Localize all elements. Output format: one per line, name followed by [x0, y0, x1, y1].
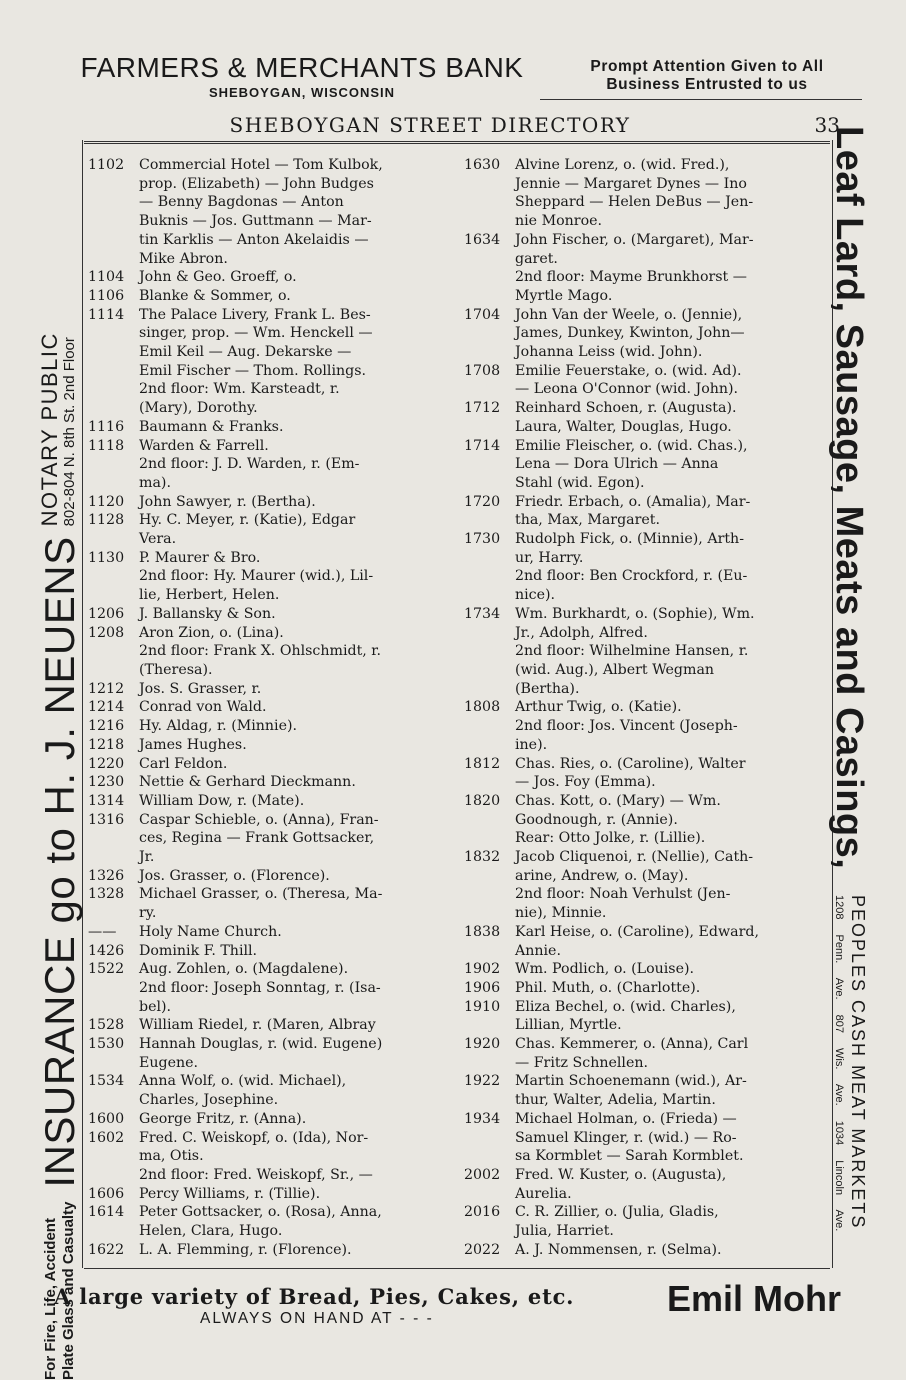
resident-text: William Riedel, r. (Maren, Albray — [139, 1017, 376, 1034]
house-number: 1104 — [88, 269, 125, 286]
directory-entry — [88, 867, 460, 886]
house-number: 1212 — [88, 680, 125, 697]
resident-text: Rudolph Fick, o. (Minnie), Arth- ur, Harry. 2nd floor: Ben Crockford, r. (Eu- nice). — [515, 531, 748, 604]
slogan-underline — [540, 99, 862, 100]
directory-title: SHEBOYGAN STREET DIRECTORY — [229, 113, 631, 137]
directory-entry — [88, 1072, 460, 1109]
resident-text: Emilie Fleischer, o. (wid. Chas.), Lena — Dora Ulrich — Anna Stahl (wid. Egon). — [515, 437, 748, 491]
resident-text: Commercial Hotel — Tom Kulbok, prop. (Elizabeth) — John Budges — Benny Bagdonas — Anton Buknis — Jos. Guttmann — Mar- tin Karklis — Anton Akelaidis — Mike Abron. — [139, 157, 383, 267]
directory-entry — [88, 268, 460, 287]
resident-text: Conrad von Wald. — [139, 699, 267, 716]
house-number: 1906 — [464, 979, 501, 996]
house-number: 1120 — [88, 493, 125, 510]
directory-entry — [464, 998, 828, 1035]
directory-entry — [464, 1166, 828, 1203]
resident-text: John Fischer, o. (Margaret), Mar- garet. 2nd floor: Mayme Brunkhorst — Myrtle Mago. — [515, 231, 754, 304]
directory-entry — [88, 1110, 460, 1129]
notary-line2: 802-804 N. 8th St. 2nd Floor — [61, 337, 78, 527]
resident-text: Wm. Burkhardt, o. (Sophie), Wm. Jr., Adolph, Alfred. 2nd floor: Wilhelmine Hansen, r. (wid. Aug.), Albert Wegman (Bertha). — [515, 605, 755, 697]
directory-entry — [464, 493, 828, 530]
directory-entry — [464, 1110, 828, 1166]
resident-text: Phil. Muth, o. (Charlotte). — [515, 979, 701, 996]
house-number: 1622 — [88, 1241, 125, 1258]
directory-entry — [88, 624, 460, 680]
house-number: 1316 — [88, 811, 125, 828]
directory-entry — [464, 1241, 828, 1260]
house-number: —— — [88, 923, 117, 940]
resident-text: Friedr. Erbach, o. (Amalia), Mar- tha, Max, Margaret. — [515, 493, 751, 529]
house-number: 1820 — [464, 792, 501, 809]
house-number: 1534 — [88, 1073, 125, 1090]
house-number: 1128 — [88, 512, 125, 529]
resident-text: Holy Name Church. — [139, 923, 282, 940]
directory-entry — [88, 942, 460, 961]
insurance-ad-line2: Plate Glass and Casualty — [60, 1201, 77, 1380]
resident-text: Chas. Ries, o. (Caroline), Walter — Jos. Foy (Emma). — [515, 755, 746, 791]
resident-text: John & Geo. Groeff, o. — [139, 269, 297, 286]
directory-entry — [464, 231, 828, 306]
house-number: 1902 — [464, 961, 501, 978]
resident-text: A. J. Nommensen, r. (Selma). — [515, 1241, 722, 1258]
resident-text: J. Ballansky & Son. — [139, 605, 276, 622]
house-number: 1118 — [88, 437, 125, 454]
directory-entry — [88, 1203, 460, 1240]
directory-entry — [88, 437, 460, 493]
directory-entry — [88, 511, 460, 548]
house-number: 1600 — [88, 1110, 125, 1127]
directory-entry — [464, 923, 828, 960]
house-number: 1910 — [464, 998, 501, 1015]
resident-text: Hy. C. Meyer, r. (Katie), Edgar Vera. — [139, 512, 356, 548]
resident-text: George Fritz, r. (Anna). — [139, 1110, 307, 1127]
directory-entry — [88, 549, 460, 605]
directory-entry — [464, 399, 828, 436]
directory-entry — [88, 717, 460, 736]
directory-entry — [464, 848, 828, 923]
meat-markets-addresses: 1208 Penn. Ave. 807 Wis. Ave. 1034 Lincoln Ave. — [833, 895, 845, 1232]
house-number: 1602 — [88, 1129, 125, 1146]
directory-entry — [88, 1035, 460, 1072]
house-number: 2016 — [464, 1204, 501, 1221]
directory-entry — [88, 923, 460, 942]
house-number: 1714 — [464, 437, 501, 454]
resident-text: Reinhard Schoen, r. (Augusta). Laura, Walter, Douglas, Hugo. — [515, 400, 737, 435]
resident-text: C. R. Zillier, o. (Julia, Gladis, Julia, Harriet. — [515, 1204, 719, 1240]
resident-text: Michael Grasser, o. (Theresa, Ma- ry. — [139, 886, 383, 922]
footer-rule — [84, 1268, 830, 1269]
directory-entry — [464, 362, 828, 399]
resident-text: John Sawyer, r. (Bertha). — [139, 493, 316, 510]
meat-markets-ad — [833, 895, 868, 1231]
bank-name: FARMERS & MERCHANTS BANK — [80, 52, 524, 83]
directory-entry — [88, 605, 460, 624]
house-number: 1922 — [464, 1073, 501, 1090]
directory-entry — [88, 1185, 460, 1204]
house-number: 1328 — [88, 886, 125, 903]
directory-entry — [464, 437, 828, 493]
resident-text: Jacob Cliquenoi, r. (Nellie), Cath- arine, Andrew, o. (May). 2nd floor: Noah Verhulst (Jen- nie), Minnie. — [515, 849, 754, 922]
house-number: 1218 — [88, 736, 125, 753]
resident-text: The Palace Livery, Frank L. Bes- singer, prop. — Wm. Henckell — Emil Keil — Aug. Dekarske — Emil Fischer — Thom. Rollings. 2nd floor: Wm. Karsteadt, r. (Mary), Dorothy. — [139, 306, 373, 417]
house-number: 1214 — [88, 699, 125, 716]
directory-entry — [88, 698, 460, 717]
resident-text: Fred. C. Weiskopf, o. (Ida), Nor- ma, Otis. 2nd floor: Fred. Weiskopf, Sr., — — [139, 1129, 373, 1183]
bank-slogan — [548, 58, 866, 94]
resident-text: Martin Schoenemann (wid.), Ar- thur, Walter, Adelia, Martin. — [515, 1073, 747, 1109]
resident-text: Warden & Farrell. 2nd floor: J. D. Warden, r. (Em- ma). — [139, 437, 360, 491]
house-number: 1734 — [464, 605, 501, 622]
notary-line1: NOTARY PUBLIC — [37, 332, 62, 527]
house-number: 1920 — [464, 1036, 501, 1053]
resident-text: Chas. Kemmerer, o. (Anna), Carl — Fritz Schnellen. — [515, 1036, 749, 1071]
directory-entry — [464, 1072, 828, 1109]
house-number: 1634 — [464, 231, 501, 248]
directory-entry — [464, 698, 828, 754]
resident-text: Baumann & Franks. — [139, 418, 284, 435]
directory-entry — [464, 306, 828, 362]
house-number: 1106 — [88, 287, 125, 304]
directory-entry — [464, 792, 828, 848]
title-rule — [84, 141, 830, 142]
house-number: 1230 — [88, 774, 125, 791]
directory-entry — [88, 885, 460, 922]
resident-text: Chas. Kott, o. (Mary) — Wm. Goodnough, r. (Annie). Rear: Otto Jolke, r. (Lillie). — [515, 792, 721, 847]
resident-text: Eliza Bechel, o. (wid. Charles), Lillian, Myrtle. — [515, 998, 736, 1034]
left-column — [88, 156, 460, 1259]
resident-text: Hannah Douglas, r. (wid. Eugene) Eugene. — [139, 1036, 383, 1071]
house-number: 1720 — [464, 493, 501, 510]
house-number: 1812 — [464, 755, 501, 772]
house-number: 1314 — [88, 792, 125, 809]
directory-entry — [88, 1016, 460, 1035]
bakery-ad-line1: A large variety of Bread, Pies, Cakes, etc. — [54, 1284, 575, 1309]
bakery-name: Emil Mohr — [666, 1278, 841, 1319]
insurance-ad-line1: For Fire, Life, Accident — [42, 1218, 59, 1380]
house-number: 1130 — [88, 549, 125, 566]
resident-text: Nettie & Gerhard Dieckmann. — [139, 774, 356, 791]
house-number: 1606 — [88, 1185, 125, 1202]
directory-entry — [464, 530, 828, 605]
house-number: 1102 — [88, 157, 125, 173]
house-number: 1630 — [464, 157, 501, 173]
directory-entry — [88, 493, 460, 512]
house-number: 1116 — [88, 418, 125, 435]
house-number: 1838 — [464, 923, 501, 940]
house-number: 1530 — [88, 1036, 125, 1053]
resident-text: Aron Zion, o. (Lina). 2nd floor: Frank X. Ohlschmidt, r. (Theresa). — [139, 624, 382, 678]
house-number: 1206 — [88, 605, 125, 622]
resident-text: William Dow, r. (Mate). — [139, 792, 305, 809]
meat-ad-headline: Leaf Lard, Sausage, Meats and Casings, — [828, 126, 870, 870]
house-number: 2022 — [464, 1241, 501, 1258]
house-number: 1114 — [88, 306, 125, 323]
directory-entry — [88, 811, 460, 867]
resident-text: Carl Feldon. — [139, 755, 228, 772]
directory-entry — [88, 287, 460, 306]
house-number: 1326 — [88, 867, 125, 884]
bank-slogan-line2: Business Entrusted to us — [606, 76, 808, 93]
directory-entry — [88, 418, 460, 437]
house-number: 1614 — [88, 1204, 125, 1221]
insurance-ad-headline: INSURANCE go to H. J. NEUENS — [36, 536, 83, 1188]
directory-entry — [88, 1241, 460, 1260]
house-number: 1216 — [88, 718, 125, 735]
bank-city: SHEBOYGAN, WISCONSIN — [208, 85, 396, 100]
resident-text: Emilie Feuerstake, o. (wid. Ad). — Leona O'Connor (wid. John). — [515, 362, 742, 398]
resident-text: Peter Gottsacker, o. (Rosa), Anna, Helen, Clara, Hugo. — [139, 1204, 382, 1240]
resident-text: Anna Wolf, o. (wid. Michael), Charles, Josephine. — [139, 1073, 347, 1109]
directory-entry — [464, 1035, 828, 1072]
resident-text: James Hughes. — [139, 736, 247, 753]
resident-text: Caspar Schieble, o. (Anna), Fran- ces, Regina — Frank Gottsacker, Jr. — [139, 811, 379, 866]
directory-entry — [464, 960, 828, 979]
house-number: 1220 — [88, 755, 125, 772]
house-number: 1704 — [464, 306, 501, 323]
resident-text: Karl Heise, o. (Caroline), Edward, Annie. — [515, 923, 759, 959]
insurance-ad — [36, 332, 84, 1380]
resident-text: Jos. Grasser, o. (Florence). — [139, 867, 330, 884]
directory-entry — [88, 792, 460, 811]
directory-entry — [88, 960, 460, 1016]
directory-entry — [88, 1129, 460, 1185]
resident-text: Arthur Twig, o. (Katie). 2nd floor: Jos. Vincent (Joseph- ine). — [515, 699, 738, 753]
directory-entry — [464, 156, 828, 231]
resident-text: John Van der Weele, o. (Jennie), James, Dunkey, Kwinton, John— Johanna Leiss (wid. John). — [515, 306, 745, 361]
resident-text: Percy Williams, r. (Tillie). — [139, 1185, 321, 1202]
house-number: 1712 — [464, 400, 501, 417]
resident-text: Aug. Zohlen, o. (Magdalene). 2nd floor: Joseph Sonntag, r. (Isa- bel). — [139, 961, 381, 1015]
resident-text: L. A. Flemming, r. (Florence). — [139, 1241, 352, 1258]
directory-entry — [88, 736, 460, 755]
house-number: 2002 — [464, 1166, 501, 1183]
directory-entry — [88, 773, 460, 792]
notary-public-ad — [37, 332, 80, 527]
bank-slogan-line1: Prompt Attention Given to All — [590, 58, 824, 75]
resident-text: Hy. Aldag, r. (Minnie). — [139, 718, 298, 735]
bakery-ad-line2: ALWAYS ON HAND AT - - - — [200, 1310, 434, 1327]
house-number: 1522 — [88, 961, 125, 978]
resident-text: Dominik F. Thill. — [139, 942, 258, 959]
directory-entry — [464, 1203, 828, 1240]
resident-text: Alvine Lorenz, o. (wid. Fred.), Jennie — Margaret Dynes — Ino Sheppard — Helen DeBus — Jen- nie Monroe. — [515, 157, 754, 230]
directory-entry — [464, 755, 828, 792]
directory-entry — [88, 156, 460, 268]
meat-markets-name: PEOPLES CASH MEAT MARKETS — [848, 895, 868, 1230]
resident-text: Michael Holman, o. (Frieda) — Samuel Klinger, r. (wid.) — Ro- sa Kormblet — Sarah Kormblet. — [515, 1110, 744, 1165]
house-number: 1708 — [464, 362, 501, 379]
directory-entry — [88, 306, 460, 418]
resident-text: Blanke & Sommer, o. — [139, 287, 291, 304]
meat-ad — [827, 126, 870, 869]
house-number: 1934 — [464, 1110, 501, 1127]
page-number: 33 — [814, 113, 840, 137]
right-column — [464, 156, 828, 1259]
house-number: 1528 — [88, 1017, 125, 1034]
directory-entry — [88, 755, 460, 774]
house-number: 1808 — [464, 699, 501, 716]
directory-entry — [88, 680, 460, 699]
house-number: 1730 — [464, 531, 501, 548]
title-rule-2 — [84, 143, 830, 144]
directory-entry — [464, 979, 828, 998]
house-number: 1208 — [88, 624, 125, 641]
directory-entry — [464, 605, 828, 699]
house-number: 1832 — [464, 849, 501, 866]
resident-text: Jos. S. Grasser, r. — [139, 680, 262, 697]
resident-text: Wm. Podlich, o. (Louise). — [515, 961, 695, 978]
resident-text: Fred. W. Kuster, o. (Augusta), Aurelia. — [515, 1166, 727, 1202]
resident-text: P. Maurer & Bro. 2nd floor: Hy. Maurer (wid.), Lil- lie, Herbert, Helen. — [139, 549, 374, 604]
house-number: 1426 — [88, 942, 125, 959]
